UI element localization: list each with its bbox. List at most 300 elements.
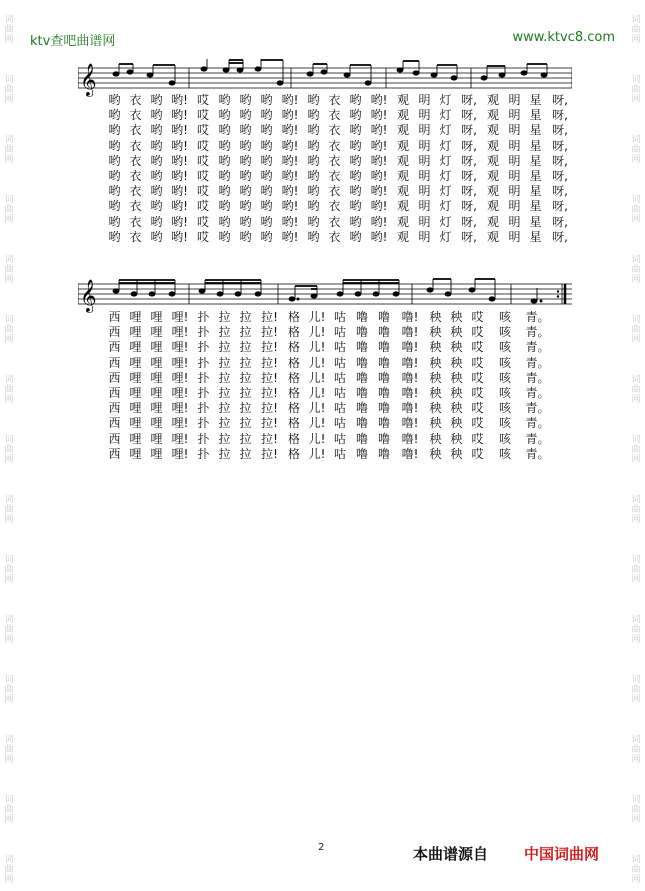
side-watermark-left	[2, 0, 16, 891]
lyric-syllable: 哟	[349, 153, 362, 168]
lyric-syllable: 哟	[307, 169, 320, 184]
lyric-syllable: 哟	[349, 138, 362, 153]
lyric-syllable: 哟	[150, 214, 163, 229]
lyric-syllable: 扑	[197, 431, 210, 446]
lyric-syllable: 哟	[239, 229, 252, 244]
lyric-syllable: 秧	[450, 340, 463, 355]
lyric-syllable: 哟	[108, 123, 121, 138]
lyric-syllable: 哟	[218, 169, 231, 184]
lyric-syllable: 噜	[377, 386, 390, 401]
watermark-char: 网	[4, 575, 14, 585]
lyric-syllable: 噜!	[401, 431, 419, 446]
lyric-syllable: 儿!	[308, 386, 326, 401]
lyric-syllable: 呀,	[552, 214, 568, 229]
lyric-syllable: 儿!	[308, 370, 326, 385]
watermark-char: 词	[4, 555, 14, 565]
lyric-syllable: 青。	[525, 340, 550, 355]
watermark-char: 词	[631, 435, 641, 445]
lyric-syllable: 格	[287, 431, 300, 446]
lyric-syllable: 哟!	[370, 93, 388, 108]
watermark-char: 词	[631, 75, 641, 85]
lyric-syllable: 哟!	[171, 169, 188, 184]
lyric-syllable: 拉	[239, 370, 252, 385]
lyric-syllable: 灯	[439, 123, 452, 138]
lyric-line	[104, 431, 574, 446]
lyric-syllable: 灯	[439, 184, 452, 199]
lyric-syllable: 西	[108, 310, 121, 325]
lyric-syllable: 呀,	[461, 153, 477, 168]
lyric-syllable: 咳	[498, 386, 511, 401]
lyric-syllable: 儿!	[308, 431, 326, 446]
watermark-char: 网	[631, 35, 641, 45]
lyric-syllable: 青。	[525, 355, 550, 370]
lyric-syllable: 格	[287, 310, 300, 325]
lyric-syllable: 咕	[333, 386, 346, 401]
lyric-syllable: 灯	[439, 199, 452, 214]
lyric-syllable: 哟!	[281, 184, 299, 199]
lyric-line	[104, 92, 574, 107]
lyric-syllable: 哎	[471, 355, 484, 370]
lyric-syllable: 哟!	[281, 138, 299, 153]
lyric-syllable: 哟	[218, 138, 231, 153]
lyric-syllable: 哟	[218, 199, 231, 214]
lyric-line	[104, 324, 574, 339]
lyric-syllable: 衣	[129, 153, 142, 168]
lyric-syllable: 哟!	[171, 199, 188, 214]
lyric-syllable: 星	[529, 138, 542, 153]
watermark-char: 词	[631, 315, 641, 325]
treble-clef-icon: 𝄞	[80, 63, 97, 96]
lyric-syllable: 哩	[129, 310, 142, 325]
lyric-syllable: 咳	[498, 431, 511, 446]
watermark-char: 网	[4, 815, 14, 825]
lyric-syllable: 明	[418, 199, 431, 214]
lyric-syllable: 观	[486, 229, 499, 244]
lyric-syllable: 秧	[450, 416, 463, 431]
lyric-syllable: 西	[108, 386, 121, 401]
lyric-syllable: 青。	[525, 401, 550, 416]
header-site-right[interactable]: www.ktvc8.com	[512, 30, 615, 45]
lyric-syllable: 哟	[108, 229, 121, 244]
watermark-char: 网	[631, 575, 641, 585]
lyric-syllable: 哎	[196, 229, 209, 244]
lyric-syllable: 哎	[196, 199, 209, 214]
lyric-line	[104, 415, 574, 430]
watermark-char: 词	[4, 135, 14, 145]
lyric-syllable: 咕	[333, 310, 346, 325]
lyric-line	[104, 355, 574, 370]
header-site-left[interactable]: ktv查吧曲谱网	[30, 34, 116, 49]
lyric-syllable: 星	[529, 184, 542, 199]
lyric-syllable: 噜!	[401, 325, 419, 340]
watermark-char: 词	[631, 855, 641, 865]
lyric-syllable: 哎	[196, 214, 209, 229]
lyric-syllable: 哟!	[171, 108, 188, 123]
lyric-syllable: 衣	[129, 214, 142, 229]
lyric-syllable: 噜!	[401, 370, 419, 385]
lyric-syllable: 噜	[355, 355, 368, 370]
watermark-char: 曲	[4, 445, 14, 455]
lyric-syllable: 哩	[150, 401, 163, 416]
lyric-syllable: 哩	[150, 340, 163, 355]
lyric-syllable: 哎	[471, 370, 484, 385]
lyric-syllable: 扑	[197, 401, 210, 416]
lyric-syllable: 衣	[129, 169, 142, 184]
lyric-line	[104, 400, 574, 415]
lyric-syllable: 衣	[129, 184, 142, 199]
lyric-syllable: 噜	[355, 416, 368, 431]
watermark-char: 词	[631, 195, 641, 205]
lyric-syllable: 儿!	[308, 416, 326, 431]
watermark-char: 网	[631, 395, 641, 405]
lyric-syllable: 哟	[150, 93, 163, 108]
lyric-syllable: 秧	[450, 431, 463, 446]
lyric-syllable: 拉	[218, 431, 231, 446]
watermark-char: 网	[631, 215, 641, 225]
lyric-syllable: 衣	[328, 199, 341, 214]
lyric-syllable: 扑	[197, 370, 210, 385]
lyric-syllable: 哟	[349, 93, 362, 108]
footer-site-name[interactable]: 中国词曲网	[524, 845, 600, 863]
lyric-syllable: 哟	[260, 229, 273, 244]
lyric-syllable: 哟	[260, 169, 273, 184]
lyric-syllable: 格	[287, 325, 300, 340]
lyric-syllable: 衣	[328, 123, 341, 138]
lyric-syllable: 哟	[239, 214, 252, 229]
lyric-syllable: 拉	[218, 401, 231, 416]
watermark-char: 词	[631, 615, 641, 625]
lyric-syllable: 西	[108, 446, 121, 461]
lyric-syllable: 咳	[498, 340, 511, 355]
lyric-syllable: 儿!	[308, 310, 326, 325]
lyric-syllable: 哟	[108, 214, 121, 229]
lyric-syllable: 哎	[196, 123, 209, 138]
lyric-syllable: 哟	[307, 184, 320, 199]
watermark-char: 词	[631, 255, 641, 265]
lyric-syllable: 观	[486, 169, 499, 184]
lyric-syllable: 呀,	[552, 199, 568, 214]
lyric-syllable: 哩!	[171, 340, 189, 355]
lyric-syllable: 秧	[429, 370, 442, 385]
lyric-syllable: 秧	[429, 340, 442, 355]
lyric-syllable: 格	[287, 340, 300, 355]
lyric-syllable: 衣	[129, 138, 142, 153]
lyric-syllable: 拉!	[261, 416, 278, 431]
lyric-syllable: 青。	[525, 446, 550, 461]
lyric-syllable: 哟	[108, 169, 121, 184]
lyric-syllable: 呀,	[461, 214, 477, 229]
lyric-syllable: 观	[486, 108, 499, 123]
watermark-char: 词	[631, 735, 641, 745]
lyric-syllable: 拉	[218, 325, 231, 340]
lyric-syllable: 噜!	[401, 401, 419, 416]
lyric-syllable: 哟	[108, 108, 121, 123]
lyric-syllable: 秧	[429, 355, 442, 370]
lyric-syllable: 呀,	[461, 108, 477, 123]
lyric-syllable: 拉	[218, 446, 231, 461]
lyric-line	[104, 370, 574, 385]
watermark-char: 曲	[631, 325, 641, 335]
watermark-char: 曲	[631, 445, 641, 455]
lyric-syllable: 哩!	[171, 355, 189, 370]
watermark-char: 网	[631, 95, 641, 105]
lyric-syllable: 咳	[498, 370, 511, 385]
watermark-char: 曲	[631, 805, 641, 815]
watermark-char: 网	[4, 95, 14, 105]
lyric-syllable: 噜	[377, 370, 390, 385]
lyric-syllable: 灯	[439, 229, 452, 244]
watermark-char: 曲	[631, 385, 641, 395]
watermark-char: 网	[4, 875, 14, 885]
lyric-syllable: 秧	[450, 325, 463, 340]
lyric-syllable: 灯	[439, 108, 452, 123]
watermark-char: 词	[4, 435, 14, 445]
lyric-syllable: 观	[396, 153, 409, 168]
watermark-char: 词	[4, 255, 14, 265]
lyric-syllable: 哟	[218, 108, 231, 123]
lyric-syllable: 哟	[260, 108, 273, 123]
watermark-char: 曲	[631, 745, 641, 755]
lyric-syllable: 衣	[129, 123, 142, 138]
lyric-syllable: 星	[529, 123, 542, 138]
lyric-syllable: 咕	[333, 355, 346, 370]
lyric-syllable: 青。	[525, 431, 550, 446]
lyric-syllable: 哩	[150, 370, 163, 385]
lyric-syllable: 哟!	[370, 169, 388, 184]
lyric-syllable: 哎	[196, 93, 209, 108]
watermark-char: 曲	[4, 505, 14, 515]
lyric-syllable: 儿!	[308, 340, 326, 355]
lyric-syllable: 噜	[377, 310, 390, 325]
watermark-char: 词	[631, 135, 641, 145]
lyric-syllable: 衣	[129, 229, 142, 244]
lyric-line	[104, 309, 574, 324]
lyric-syllable: 扑	[197, 386, 210, 401]
lyric-syllable: 哎	[196, 108, 209, 123]
watermark-char: 词	[4, 315, 14, 325]
watermark-char: 网	[631, 635, 641, 645]
lyric-syllable: 观	[396, 214, 409, 229]
lyric-syllable: 哩	[150, 310, 163, 325]
lyric-syllable: 儿!	[308, 446, 326, 461]
watermark-char: 词	[631, 555, 641, 565]
lyric-syllable: 哟	[260, 123, 273, 138]
lyric-syllable: 噜!	[401, 386, 419, 401]
side-watermark-right	[629, 0, 643, 891]
lyric-syllable: 呀,	[461, 123, 477, 138]
lyric-syllable: 明	[508, 153, 521, 168]
lyric-syllable: 哟	[108, 153, 121, 168]
lyric-syllable: 拉	[239, 431, 252, 446]
lyric-syllable: 哩	[129, 370, 142, 385]
lyric-syllable: 明	[418, 169, 431, 184]
lyric-syllable: 噜	[377, 401, 390, 416]
lyric-syllable: 呀,	[461, 184, 477, 199]
lyric-syllable: 格	[287, 401, 300, 416]
watermark-char: 曲	[4, 145, 14, 155]
lyric-syllable: 哟!	[281, 153, 299, 168]
lyric-syllable: 明	[508, 184, 521, 199]
lyric-syllable: 咕	[333, 370, 346, 385]
lyric-syllable: 哟!	[171, 93, 188, 108]
watermark-char: 网	[4, 35, 14, 45]
lyrics-system-2	[104, 309, 574, 461]
lyric-syllable: 扑	[197, 325, 210, 340]
lyric-syllable: 拉	[239, 386, 252, 401]
lyric-syllable: 呀,	[552, 229, 568, 244]
lyric-line	[104, 122, 574, 137]
lyric-syllable: 哟	[260, 214, 273, 229]
lyric-syllable: 灯	[439, 153, 452, 168]
lyric-syllable: 哟	[307, 138, 320, 153]
lyric-syllable: 哩	[129, 325, 142, 340]
lyric-syllable: 拉	[239, 340, 252, 355]
watermark-char: 网	[4, 755, 14, 765]
lyric-syllable: 衣	[129, 108, 142, 123]
lyric-syllable: 哟	[349, 229, 362, 244]
watermark-char: 网	[4, 335, 14, 345]
lyric-syllable: 哟	[218, 93, 231, 108]
lyric-syllable: 哩	[150, 355, 163, 370]
watermark-char: 网	[4, 695, 14, 705]
lyric-syllable: 秧	[429, 325, 442, 340]
lyric-syllable: 观	[486, 184, 499, 199]
lyric-syllable: 观	[396, 229, 409, 244]
lyric-syllable: 哩!	[171, 310, 189, 325]
lyric-syllable: 观	[396, 169, 409, 184]
watermark-char: 网	[4, 635, 14, 645]
lyric-syllable: 噜	[377, 325, 390, 340]
lyric-syllable: 咳	[498, 325, 511, 340]
lyric-syllable: 哩	[129, 340, 142, 355]
watermark-char: 曲	[631, 145, 641, 155]
lyric-syllable: 咳	[498, 401, 511, 416]
lyric-syllable: 扑	[197, 416, 210, 431]
watermark-char: 网	[631, 815, 641, 825]
lyric-syllable: 拉	[218, 310, 231, 325]
lyric-syllable: 呀,	[552, 123, 568, 138]
watermark-char: 曲	[631, 565, 641, 575]
lyric-syllable: 哟	[307, 199, 320, 214]
lyric-syllable: 明	[508, 229, 521, 244]
lyric-line	[104, 446, 574, 461]
lyric-syllable: 哩!	[171, 386, 189, 401]
lyric-syllable: 西	[108, 370, 121, 385]
lyric-syllable: 呀,	[552, 169, 568, 184]
lyric-syllable: 秧	[429, 401, 442, 416]
lyric-syllable: 秧	[429, 416, 442, 431]
lyric-syllable: 观	[396, 123, 409, 138]
lyric-syllable: 哩	[150, 446, 163, 461]
lyrics-system-1	[104, 92, 574, 244]
lyric-syllable: 哩!	[171, 370, 189, 385]
lyric-syllable: 格	[287, 446, 300, 461]
lyric-syllable: 明	[508, 123, 521, 138]
lyric-syllable: 衣	[328, 184, 341, 199]
lyric-syllable: 星	[529, 199, 542, 214]
lyric-syllable: 衣	[129, 199, 142, 214]
lyric-syllable: 西	[108, 325, 121, 340]
lyric-syllable: 格	[287, 416, 300, 431]
watermark-char: 词	[631, 375, 641, 385]
lyric-syllable: 拉!	[261, 386, 278, 401]
lyric-syllable: 哟!	[171, 138, 188, 153]
lyric-syllable: 呀,	[461, 229, 477, 244]
lyric-syllable: 哟	[239, 169, 252, 184]
lyric-syllable: 哟	[349, 184, 362, 199]
watermark-char: 网	[4, 455, 14, 465]
lyric-syllable: 哟!	[171, 153, 188, 168]
lyric-syllable: 咳	[498, 446, 511, 461]
lyric-syllable: 秧	[429, 310, 442, 325]
lyric-syllable: 拉	[239, 401, 252, 416]
lyric-syllable: 扑	[197, 355, 210, 370]
lyric-line	[104, 385, 574, 400]
lyric-syllable: 哎	[471, 325, 484, 340]
lyric-syllable: 噜	[355, 386, 368, 401]
watermark-char: 曲	[4, 625, 14, 635]
lyric-syllable: 拉	[218, 355, 231, 370]
watermark-char: 词	[631, 675, 641, 685]
lyric-syllable: 哟	[108, 184, 121, 199]
lyric-syllable: 观	[396, 184, 409, 199]
lyric-syllable: 拉!	[261, 370, 278, 385]
lyric-line	[104, 339, 574, 354]
lyric-syllable: 哟!	[370, 153, 388, 168]
watermark-char: 曲	[4, 25, 14, 35]
lyric-syllable: 明	[418, 229, 431, 244]
lyric-line	[104, 153, 574, 168]
watermark-char: 网	[631, 695, 641, 705]
lyric-syllable: 哟	[307, 93, 320, 108]
lyric-syllable: 哎	[471, 340, 484, 355]
lyric-syllable: 哟	[218, 153, 231, 168]
lyric-syllable: 哩	[150, 431, 163, 446]
lyric-syllable: 秧	[450, 446, 463, 461]
lyric-syllable: 哟	[307, 108, 320, 123]
lyric-syllable: 哟	[260, 184, 273, 199]
lyric-syllable: 噜	[377, 446, 390, 461]
lyric-syllable: 哟	[307, 153, 320, 168]
lyric-syllable: 哟!	[370, 138, 388, 153]
lyric-syllable: 噜	[355, 325, 368, 340]
watermark-char: 网	[631, 155, 641, 165]
lyric-syllable: 哟	[150, 123, 163, 138]
lyric-syllable: 拉	[239, 310, 252, 325]
watermark-char: 网	[631, 275, 641, 285]
lyric-syllable: 秧	[450, 386, 463, 401]
watermark-char: 网	[631, 335, 641, 345]
lyric-syllable: 哎	[196, 153, 209, 168]
lyric-syllable: 哟	[218, 214, 231, 229]
lyric-syllable: 青。	[525, 386, 550, 401]
lyric-syllable: 噜	[377, 416, 390, 431]
lyric-syllable: 哟	[260, 153, 273, 168]
lyric-syllable: 拉!	[261, 446, 278, 461]
lyric-syllable: 哟	[260, 138, 273, 153]
lyric-syllable: 哎	[471, 416, 484, 431]
lyric-syllable: 观	[396, 199, 409, 214]
lyric-syllable: 扑	[197, 446, 210, 461]
lyric-syllable: 观	[486, 153, 499, 168]
lyric-syllable: 青。	[525, 370, 550, 385]
lyric-syllable: 哟	[150, 229, 163, 244]
watermark-char: 网	[4, 275, 14, 285]
lyric-syllable: 哟	[150, 108, 163, 123]
lyric-syllable: 咳	[498, 416, 511, 431]
lyric-syllable: 西	[108, 431, 121, 446]
lyric-syllable: 拉	[218, 370, 231, 385]
